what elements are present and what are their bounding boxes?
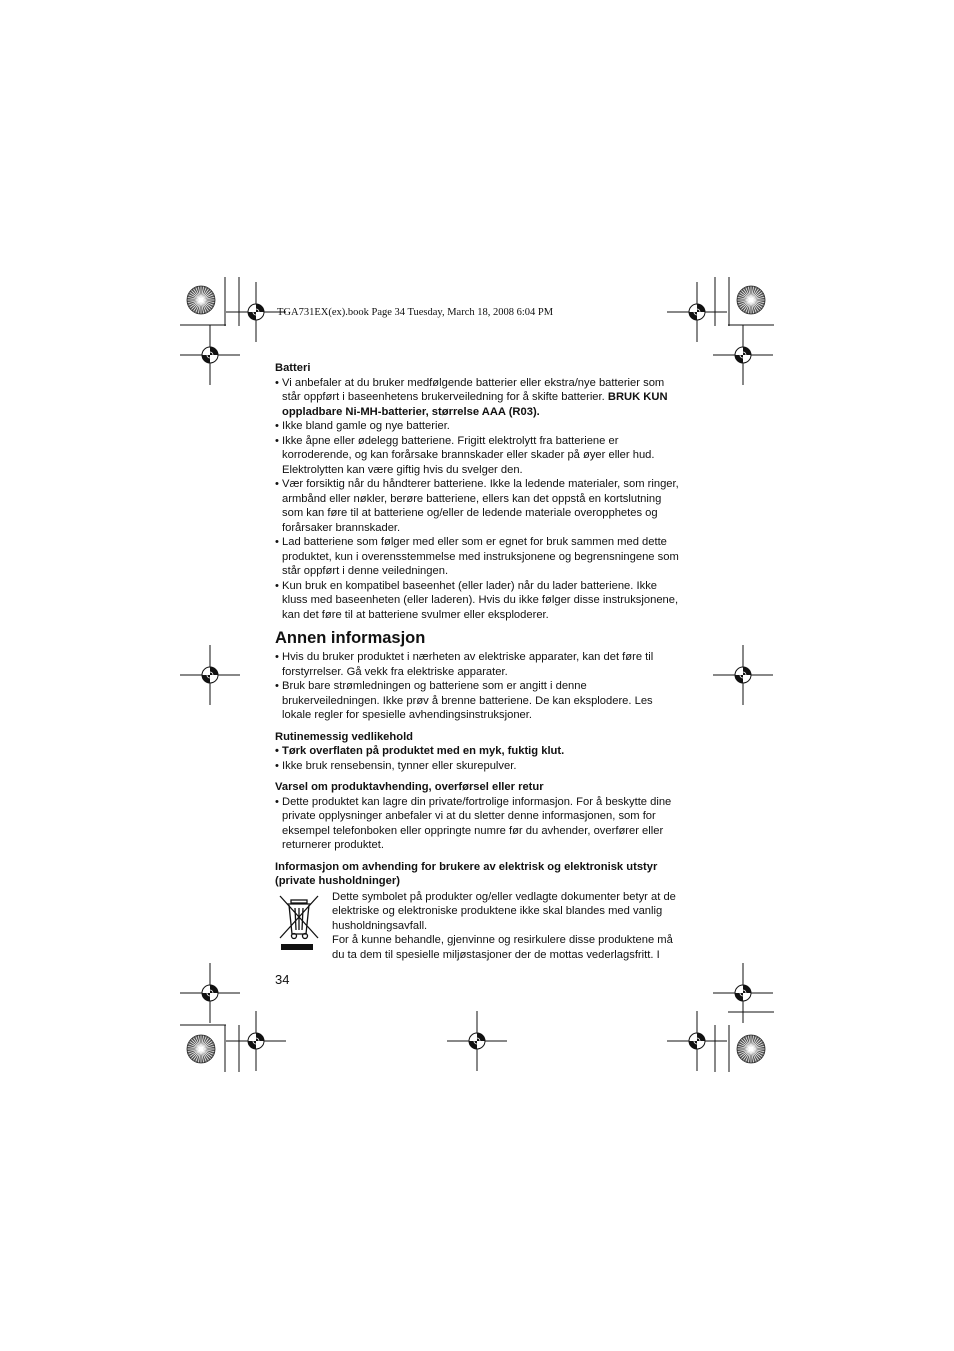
page-content — [275, 361, 679, 962]
list-item: • Ikke bland gamle og nye batterier. — [275, 419, 679, 434]
print-slug: TGA731EX(ex).book Page 34 Tuesday, March 18, 2008 6:04 PM — [277, 307, 554, 318]
weee-paragraph-2: For å kunne behandle, gjenvinne og resirkulere disse produktene må du ta dem til spesielle miljøstasjoner der de mottas vederlagsfritt. I — [332, 934, 673, 961]
list-item: • Lad batteriene som følger med eller som er egnet for bruk sammen med dette produktet, kun i overensstemmelse med instruksjonene og begrensningene som står oppført i denne veiledningen. — [275, 535, 679, 579]
battery-bullet-list — [275, 376, 679, 623]
section-heading-varsel: Varsel om produktavhending, overførsel eller retur — [275, 781, 544, 793]
list-item: • Ikke åpne eller ødelegg batteriene. Frigitt elektrolytt fra batteriene er korroderende, og kan forårsake brannskader eller skader på øyer eller hud. Elektrolytten kan være giftig hvis du svelger den. — [275, 434, 679, 478]
bullet-bold-text: BRUK KUN oppladbare Ni-MH-batterier, størrelse AAA (R03). — [282, 391, 668, 418]
list-item: • Ikke bruk rensebensin, tynner eller skurepulver. — [275, 759, 679, 774]
list-item: • Bruk bare strømledningen og batteriene som er angitt i denne brukerveiledningen. Ikke prøv å brenne batteriene. De kan eksplodere. Les lokale regler for spesielle avhendingsinstruksjoner. — [275, 679, 679, 723]
section-heading-rutine: Rutinemessig vedlikehold — [275, 730, 414, 743]
list-item — [275, 376, 679, 420]
maintenance-bullet-list — [275, 744, 679, 773]
weee-paragraph-1: Dette symbolet på produkter og/eller vedlagte dokumenter betyr at de elektriske og elektroniske produktene ikke skal blandes med vanlig husholdningsavfall. — [332, 890, 676, 932]
section-heading-annen: Annen informasjon — [275, 629, 426, 647]
weee-text — [323, 890, 679, 963]
page-number: 34 — [275, 972, 290, 987]
weee-block — [275, 890, 679, 963]
section-heading-info: Informasjon om avhending for brukere av elektrisk og elektronisk utstyr (private husholdninger) — [275, 860, 658, 887]
other-info-bullet-list — [275, 650, 679, 723]
disposal-notice-bullet-list — [275, 795, 679, 853]
list-item: • Kun bruk en kompatibel baseenhet (eller lader) når du lader batteriene. Ikke kluss med baseenheten (eller laderen). Hvis du ikke følger disse instruksjonene, kan det føre til at batteriene svulmer eller eksploderer. — [275, 579, 679, 623]
list-item: • Vær forsiktig når du håndterer batteriene. Ikke la ledende materialer, som ringer, armbånd eller nøkler, berøre batteriene, ellers kan det oppstå en kortslutning som kan føre til at batteriene og/eller de ledende materiale overopphetes og forårsaker brannskader. — [275, 477, 679, 535]
list-item: • Tørk overflaten på produktet med en myk, fuktig klut. — [275, 744, 679, 759]
bullet-text: Vi anbefaler at du bruker medfølgende batterier eller ekstra/nye batterier som står oppført i baseenhetens brukerveiledning for å skifte batterier. — [282, 376, 665, 403]
crossed-bin-icon — [275, 890, 323, 952]
section-heading-batteri: Batteri — [275, 362, 311, 374]
list-item: • Dette produktet kan lagre din private/fortrolige informasjon. For å beskytte dine private opplysninger anbefaler vi at du sletter denne informasjonen, som for eksempel telefonboken eller oppringte numre før du avhender, overfører eller returnerer produktet. — [275, 795, 679, 853]
list-item: • Hvis du bruker produktet i nærheten av elektriske apparater, kan det føre til forstyrrelser. Gå vekk fra elektriske apparater. — [275, 650, 679, 679]
